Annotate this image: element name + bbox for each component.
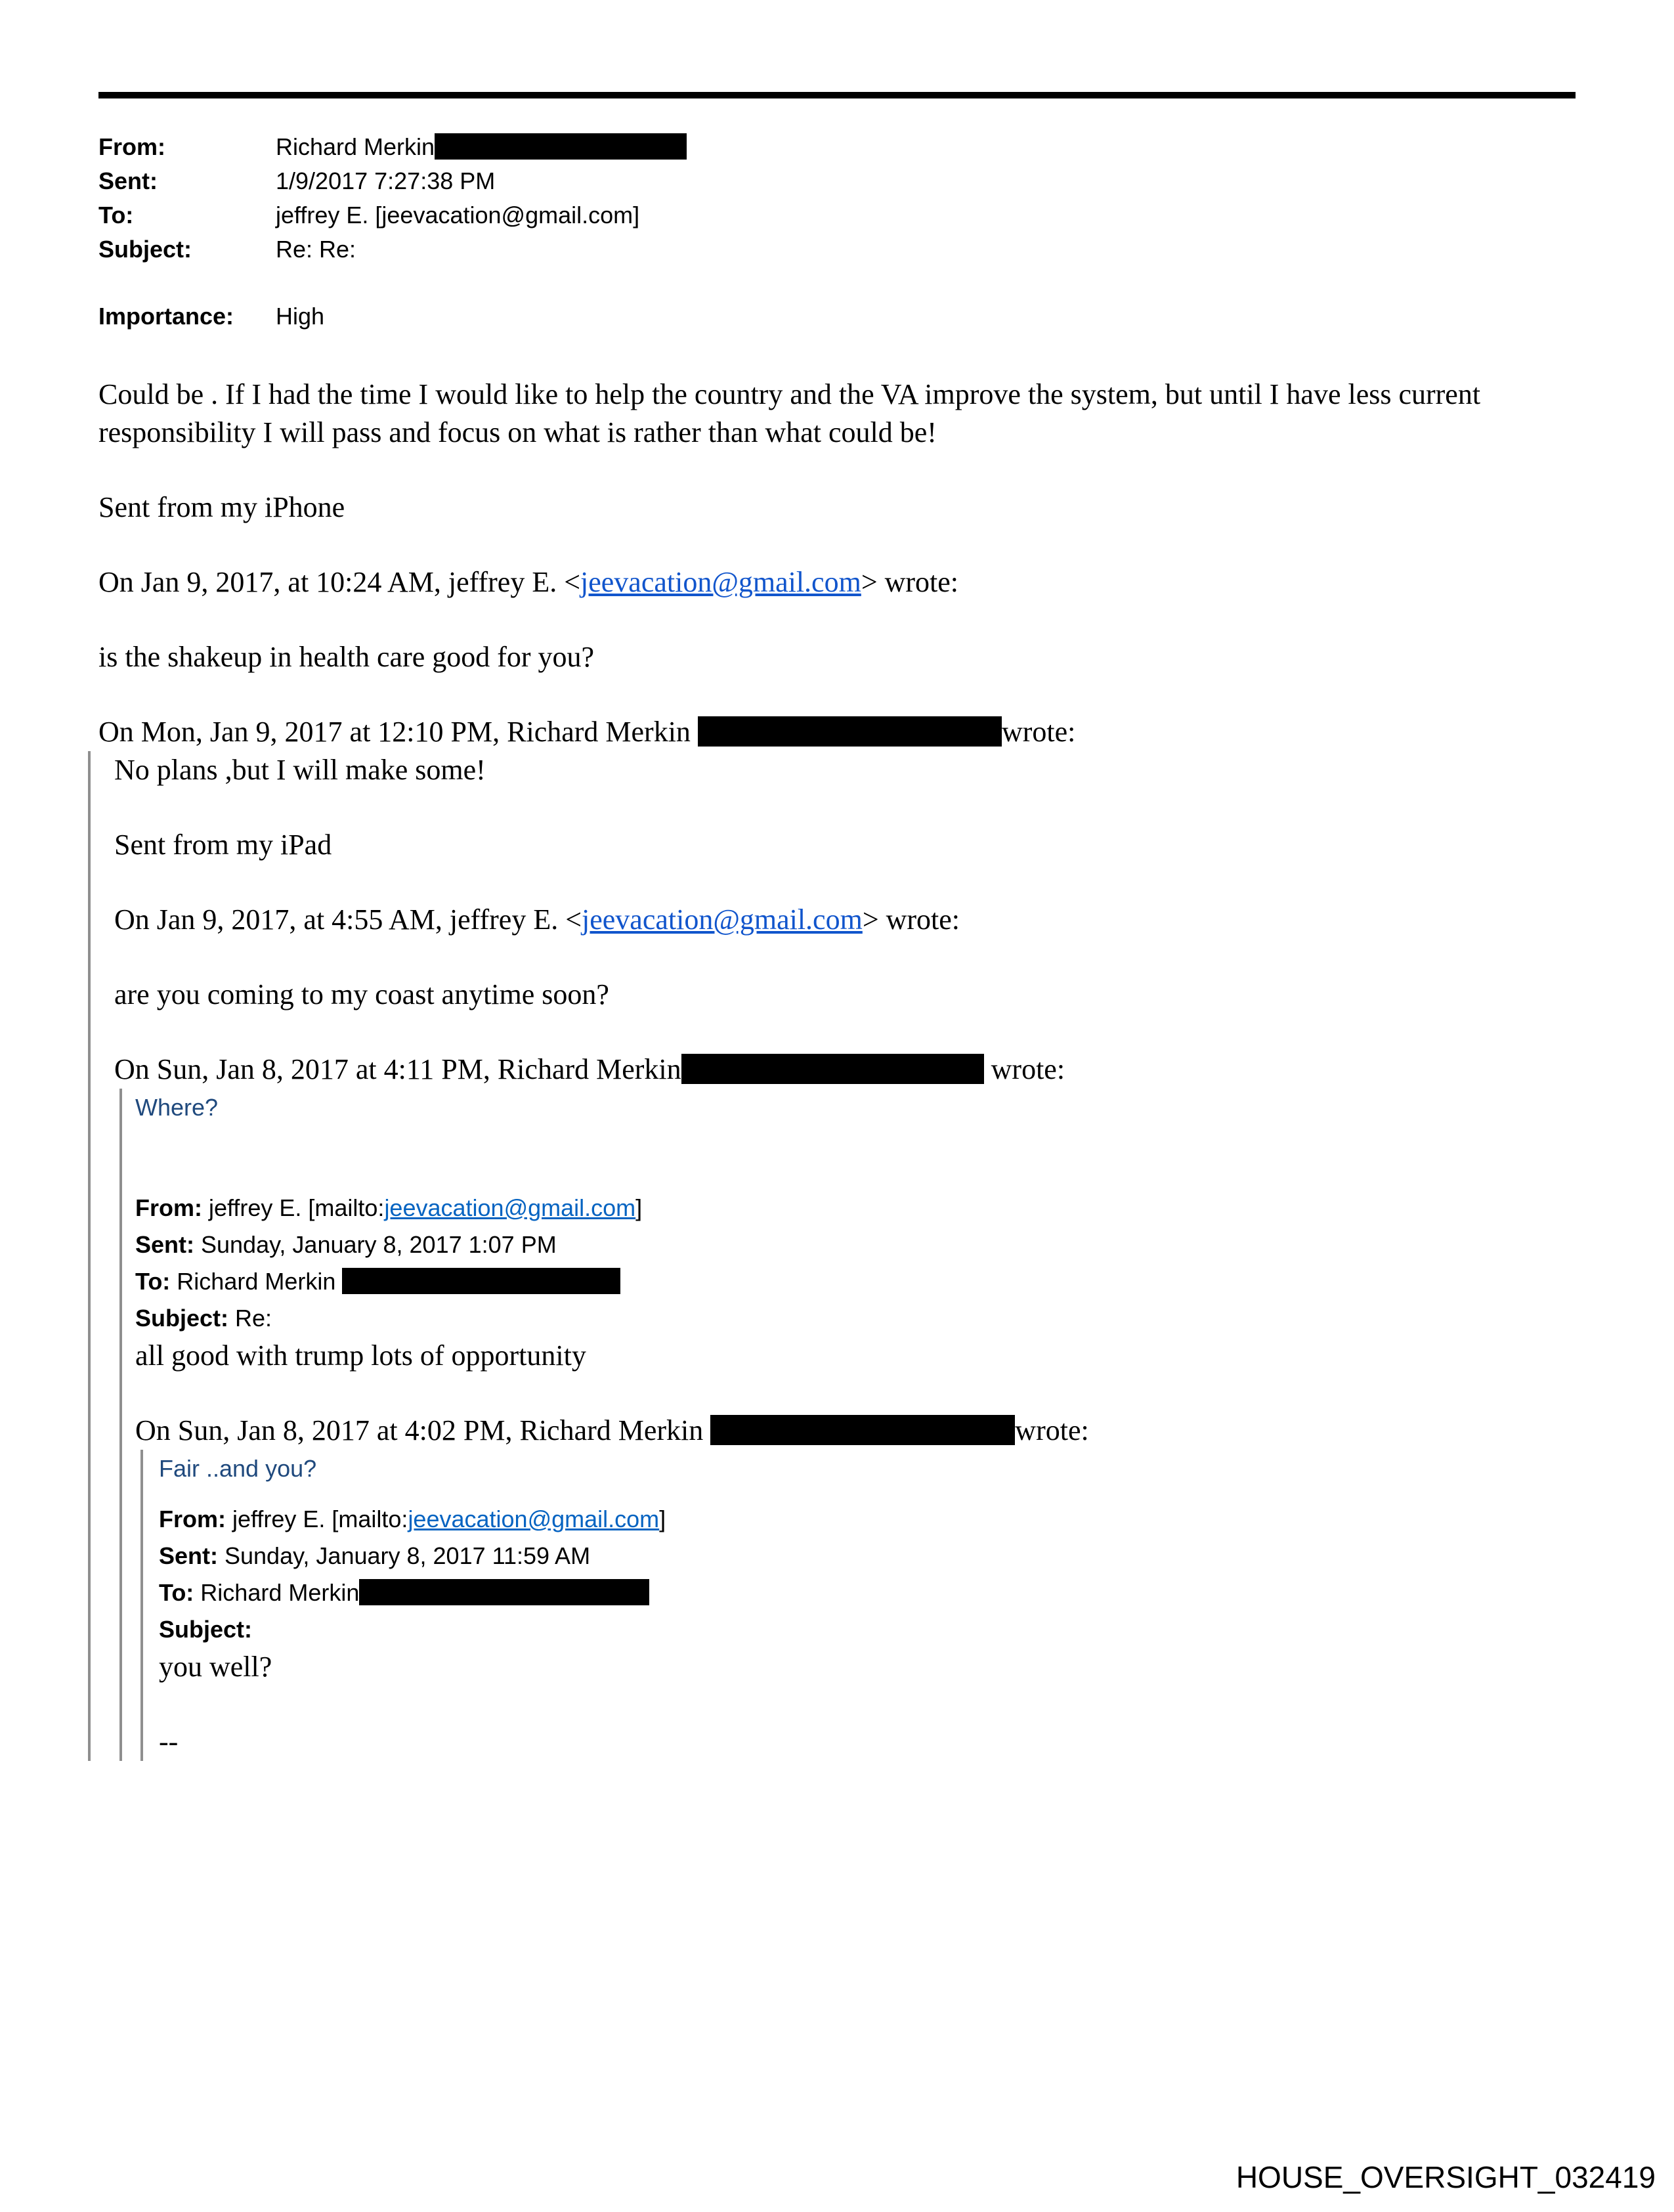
to-label: To:: [98, 202, 134, 228]
message-text: No plans ,but I will make some!: [114, 754, 486, 786]
email-link[interactable]: jeevacation@gmail.com: [408, 1506, 660, 1532]
message-text: are you coming to my coast anytime soon?: [114, 978, 609, 1010]
quote-intro-line: On Sun, Jan 8, 2017 at 4:02 PM, Richard Merkin wrote:: [135, 1414, 1089, 1446]
quoted-email-header: [159, 1501, 1576, 1648]
redaction-bar: [710, 1415, 1015, 1445]
message-text: all good with trump lots of opportunity: [135, 1339, 586, 1372]
subject-label: Subject:: [98, 236, 192, 263]
quote-level-3: [140, 1450, 1576, 1761]
quote-intro-line: On Jan 9, 2017, at 4:55 AM, jeffrey E. <jeevacation@gmail.com> wrote:: [114, 903, 960, 936]
quote-level-2: [119, 1089, 1576, 1761]
email-link[interactable]: jeevacation@gmail.com: [580, 566, 861, 598]
quoted-email-header: [135, 1190, 1576, 1337]
quoted-sent-line: Sent: Sunday, January 8, 2017 1:07 PM: [135, 1231, 557, 1258]
quote-intro-line: On Jan 9, 2017, at 10:24 AM, jeffrey E. <jeevacation@gmail.com> wrote:: [98, 566, 959, 598]
redaction-bar: [681, 1054, 984, 1084]
quote-intro-line: On Sun, Jan 8, 2017 at 4:11 PM, Richard Merkin wrote:: [114, 1053, 1065, 1085]
quote-level-1: [88, 751, 1576, 1761]
sent-label: Sent:: [98, 167, 158, 194]
quoted-from-line: From: jeffrey E. [mailto:jeevacation@gmail.com]: [135, 1194, 643, 1221]
email-body: [98, 376, 1576, 1761]
message-text: you well?: [159, 1651, 272, 1683]
quoted-sent-line: Sent: Sunday, January 8, 2017 11:59 AM: [159, 1542, 591, 1569]
to-value: jeffrey E. [jeevacation@gmail.com]: [276, 202, 640, 228]
signature-iphone: Sent from my iPhone: [98, 491, 345, 523]
redaction-bar: [435, 133, 687, 160]
quoted-subject-line: Subject:: [159, 1616, 253, 1643]
signature-ipad: Sent from my iPad: [114, 829, 332, 861]
importance-value: High: [276, 303, 325, 330]
sent-value: 1/9/2017 7:27:38 PM: [276, 167, 496, 194]
importance-label: Importance:: [98, 303, 234, 330]
email-link[interactable]: jeevacation@gmail.com: [384, 1194, 636, 1221]
redaction-bar: [342, 1268, 620, 1294]
message-text: is the shakeup in health care good for you?: [98, 641, 595, 673]
quote-intro-line: On Mon, Jan 9, 2017 at 12:10 PM, Richard Merkin wrote:: [98, 716, 1076, 748]
quoted-subject-line: Subject: Re:: [135, 1305, 272, 1332]
email-header: [98, 130, 1576, 334]
quoted-from-line: From: jeffrey E. [mailto:jeevacation@gmail.com]: [159, 1506, 666, 1532]
subject-value: Re: Re:: [276, 236, 356, 263]
redaction-bar: [359, 1579, 649, 1605]
message-text: Where?: [135, 1094, 219, 1121]
redaction-bar: [698, 716, 1002, 747]
email-link[interactable]: jeevacation@gmail.com: [582, 903, 863, 936]
from-label: From:: [98, 133, 165, 160]
quoted-to-line: To: Richard Merkin: [135, 1263, 1576, 1300]
bates-number: HOUSE_OVERSIGHT_032419: [1235, 2160, 1656, 2194]
top-rule: [98, 92, 1576, 98]
quoted-to-line: To: Richard Merkin: [159, 1574, 1576, 1611]
message-text: Could be . If I had the time I would like to help the country and the VA improve the system, but until I have less current responsibility I will pass and focus on what is rather than what could be!: [98, 378, 1481, 448]
message-text: Fair ..and you?: [159, 1455, 317, 1482]
from-value: Richard Merkin: [276, 130, 1576, 164]
signature-dashes: --: [159, 1725, 179, 1758]
